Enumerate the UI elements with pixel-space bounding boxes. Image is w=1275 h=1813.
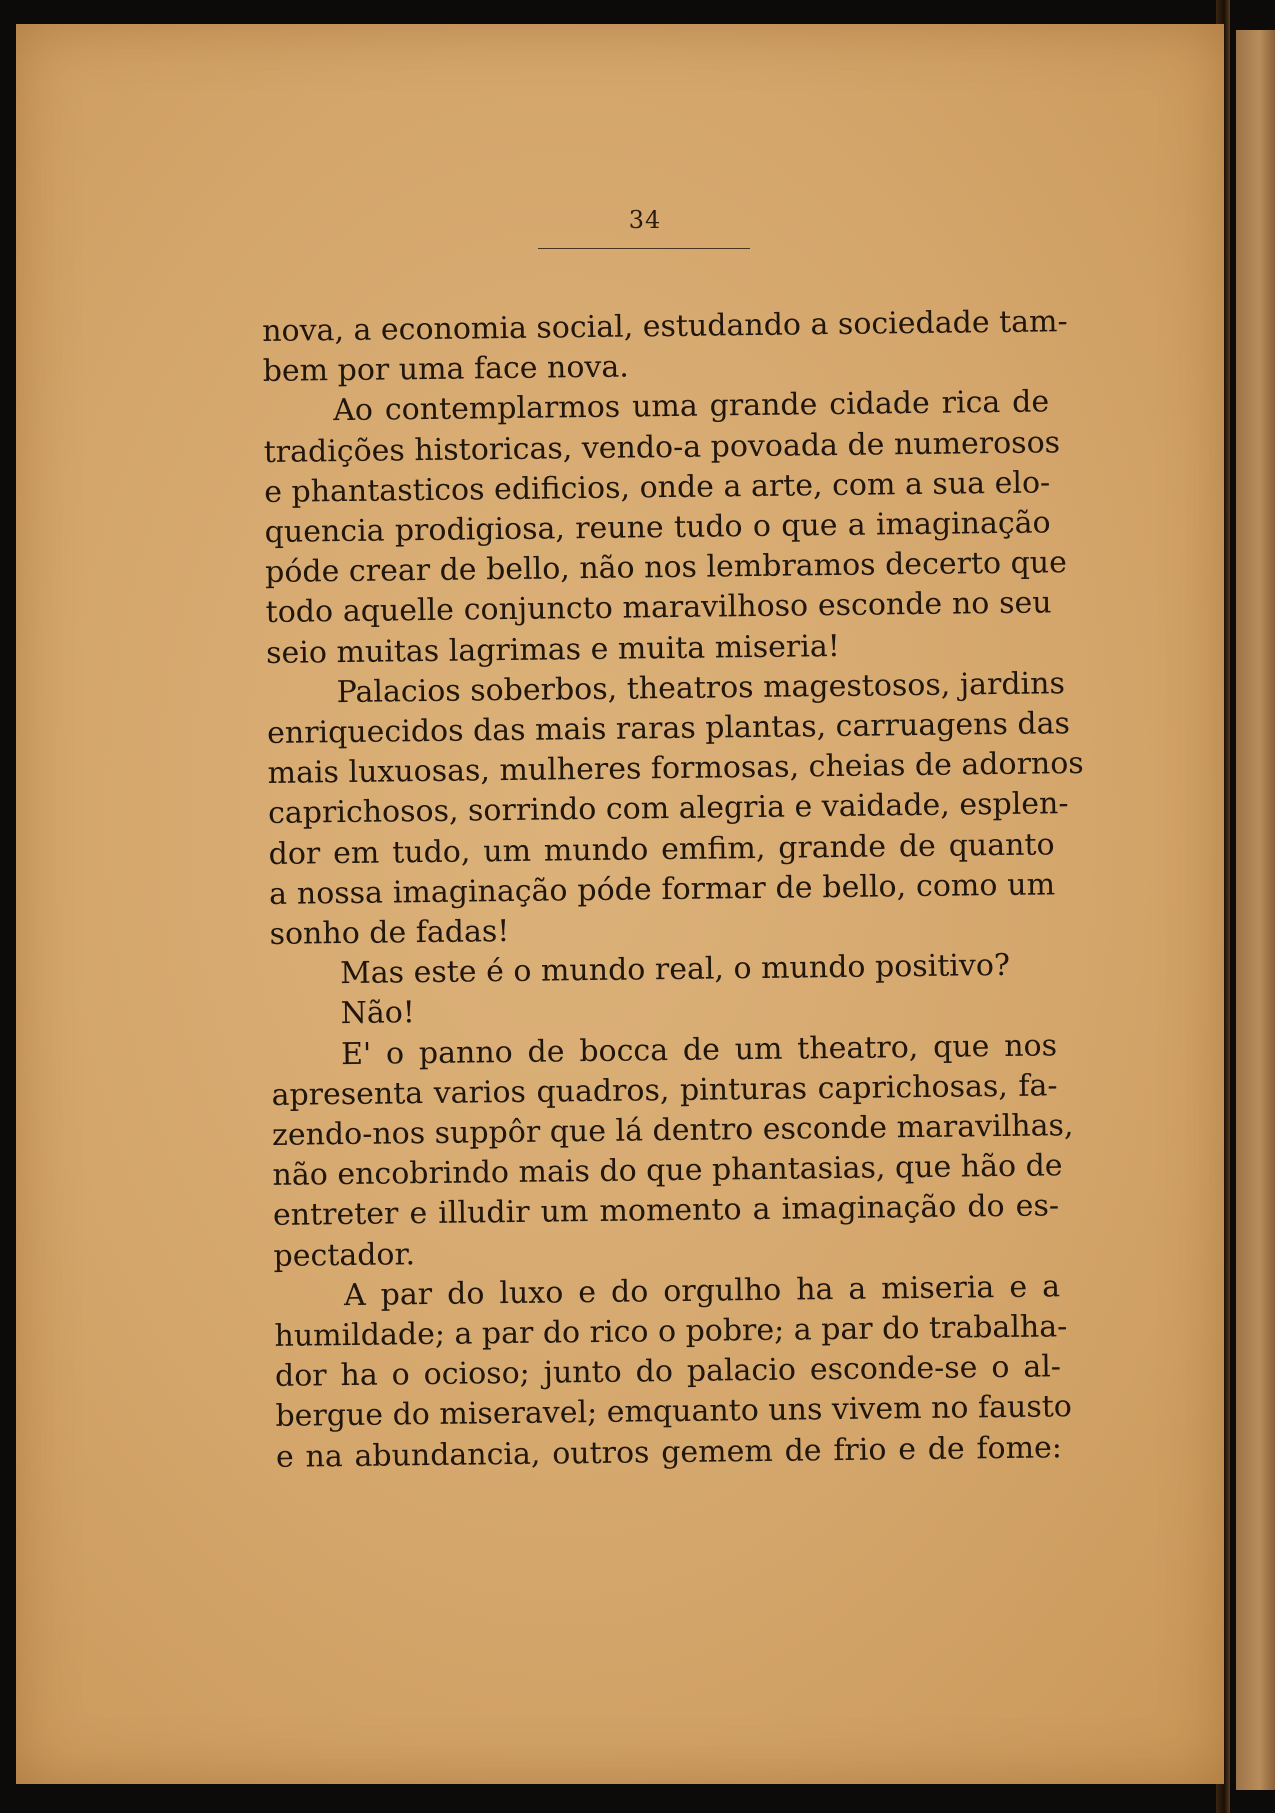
- text-line: e phantasticos edificios, onde a arte, com a sua elo-: [263, 465, 1051, 510]
- text-line: quencia prodigiosa, reune tudo o que a imaginação: [264, 505, 1051, 550]
- text-line: todo aquelle conjuncto maravilhoso esconde no seu: [265, 585, 1052, 631]
- text-line: entreter e illudir um momento a imaginação do es-: [272, 1188, 1060, 1234]
- text-line: caprichosos, sorrindo com alegria e vaidade, esplen-: [267, 786, 1069, 832]
- text-line: a nossa imaginação póde formar de bello, como um: [268, 867, 1056, 912]
- body-text: [262, 302, 1084, 1477]
- text-line: mais luxuosas, mulheres formosas, cheias de adornos: [267, 746, 1084, 792]
- header-rule: [538, 248, 750, 249]
- text-line: seio muitas lagrimas e muita miseria!: [265, 628, 841, 671]
- next-page-edge: [1236, 30, 1275, 1790]
- text-line: bergue do miseravel; emquanto uns vivem no fausto: [275, 1389, 1073, 1435]
- text-line: pectador.: [273, 1236, 416, 1274]
- text-line: apresenta varios quadros, pinturas caprichosas, fa-: [271, 1068, 1058, 1113]
- text-line: não encobrindo mais do que phantasias, que hão de: [272, 1148, 1063, 1194]
- page-number: 34: [628, 206, 662, 234]
- text-line: enriquecidos das mais raras plantas, carruagens das: [266, 706, 1071, 751]
- text-line: A par do luxo e do orgulho ha a miseria e a: [343, 1269, 1061, 1313]
- text-line: e na abundancia, outros gemem de frio e de fome:: [275, 1430, 1063, 1475]
- text-line: póde crear de bello, não nos lembramos decerto que: [264, 545, 1068, 591]
- text-line: dor em tudo, um mundo emfim, grande de quanto: [268, 826, 1055, 872]
- text-line: nova, a economia social, estudando a sociedade tam-: [262, 304, 1068, 349]
- text-line: sonho de fadas!: [269, 914, 510, 952]
- text-line: tradições historicas, vendo-a povoada de numerosos: [263, 424, 1061, 470]
- text-line: Ao contemplarmos uma grande cidade rica de: [333, 384, 1050, 429]
- text-line: humildade; a par do rico o pobre; a par do trabalha-: [274, 1309, 1068, 1355]
- text-line: dor ha o ocioso; junto do palacio esconde-se o al-: [274, 1349, 1062, 1395]
- text-line: E' o panno de bocca de um theatro, que nos: [340, 1027, 1058, 1072]
- text-line: zendo-nos suppôr que lá dentro esconde maravilhas,: [271, 1108, 1074, 1153]
- text-line: Palacios soberbos, theatros magestosos, jardins: [336, 666, 1066, 710]
- text-line: bem por uma face nova.: [262, 349, 630, 390]
- text-line: Mas este é o mundo real, o mundo positivo?: [339, 948, 1011, 992]
- text-line: Não!: [340, 995, 416, 1032]
